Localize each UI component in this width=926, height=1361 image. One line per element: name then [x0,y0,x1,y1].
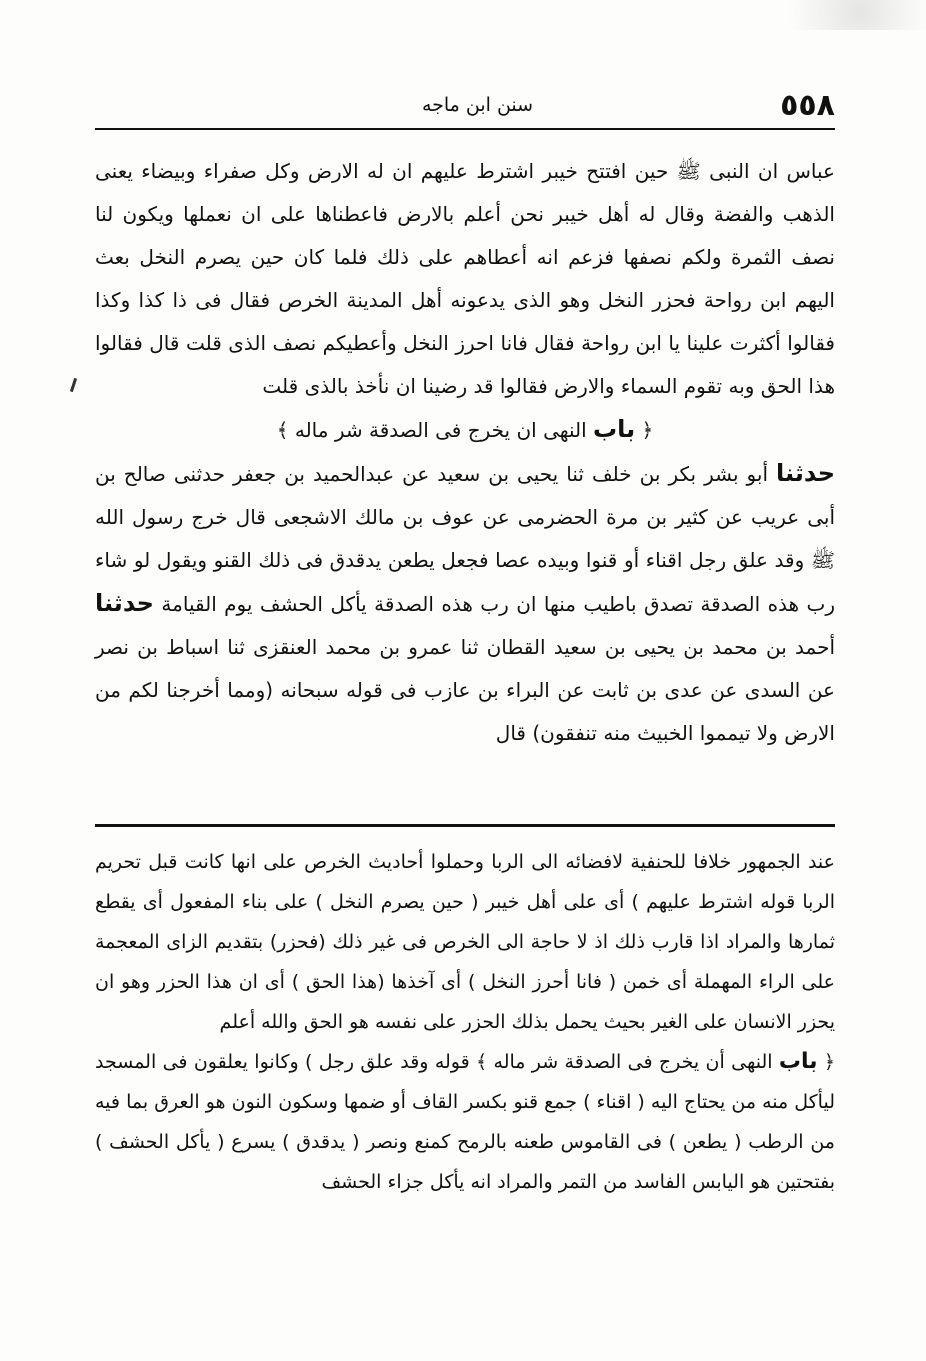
isnad-2: أحمد بن محمد بن یحیی بن سعید القطان ثنا عمرو بن محمد العنقزی ثنا اسباط بن نصر عن السدی عن عدی بن ثابت عن البراء بن عازب فی قوله سبحانه (ومما أخرجنا لکم من الارض ولا تیمموا الخبیث منه تنفقون) قال [95,635,835,745]
footnote-2-text: النهی أن یخرج فی الصدقة شر ماله ﴾ قوله وقد علق رجل ) وکانوا یعلقون فی المسجد لیأکل منه من یحتاج الیه ( اقناء ) جمع قنو بکسر القاف أو ضمها وسکون النون هو العرق بما فیه من الرطب ( یطعن ) فی القاموس طعنه بالرمح کمنع ونصر ( یدقدق ) یسرع ( یأکل الحشف ) بفتحتین هو الیابس الفاسد من التمر والمراد انه یأکل جزاء الحشف [95,1051,835,1193]
hadith-paragraph-2 [95,452,835,755]
footnote-1: عند الجمهور خلافا للحنفیة لافضائه الی الربا وحملوا أحادیث الخرص علی انها کانت قبل تحریم الربا قوله اشترط علیهم ) أی علی أهل خیبر ( حین یصرم النخل ) علی بناء المفعول أی یقطع ثمارها والمراد اذا قارب ذلك اذ لا حاجة الی الخرص فی غیر ذلك (فحزر) بتقدیم الزای المعجمة علی الراء المهملة أی خمن ( فانا أحرز النخل ) أی آخذها (هذا الحق ) أی ان هذا الحزر وهو ان یحزر الانسان علی الغیر بحیث یحمل بذلك الحزر علی نفسه هو الحق والله أعلم [95,851,835,1033]
footnotes [95,842,835,1202]
hadith-paragraph-1: عباس ان النبی ﷺ حین افتتح خیبر اشترط علیهم ان له الارض وکل صفراء وبیضاء یعنی الذهب والفضة وقال له أهل خیبر نحن أعلم بالارض فاعطناها علی ان نعملها ویکون لنا نصف الثمرة ولکم نصفها فزعم انه أعطاهم علی ذلك فلما کان حین یصرم النخل بعث الیهم ابن رواحة فحزر النخل وهو الذی یدعونه أهل المدینة الخرص فقال فی ذا کذا وکذا فقالوا أکثرت علینا یا ابن رواحة فقال فانا احرز النخل وأعطیکم نصف الذی قلت قال فقالوا هذا الحق وبه تقوم السماء والارض فقالوا قد رضینا ان نأخذ بالذی قلت [95,159,835,398]
scan-edge-noise [760,0,926,30]
main-text [95,150,835,755]
footnote-bab-word: باب [778,1049,818,1074]
margin-mark [70,378,77,392]
chapter-heading [95,408,835,452]
running-title: سنن ابن ماجه [421,94,534,116]
page-number: ٥٥٨ [780,88,835,123]
isnad-1: أبو بشر بکر بن خلف ثنا یحیی بن سعید عن عبدالحمید بن جعفر حدثنی صالح بن أبی عریب عن کثیر بن مرة الحضرمی عن عوف بن مالك الاشجعی قال خرج رسول الله ﷺ وقد علق رجل اقناء أو قنوا وبیده عصا فجعل یطعن یدقدق فی ذلك القنو ویقول لو شاء رب هذه الصدقة تصدق باطیب منها ان رب هذه الصدقة یأکل الحشف یوم القیامة [95,462,836,616]
chapter-bracket-close: ﴾ [276,418,289,442]
haddathana-marker-1: حدثنا [776,459,836,487]
footnote-rule [95,824,835,827]
chapter-bab-word: باب [593,415,636,443]
haddathana-marker-2: حدثنا [95,589,154,617]
header-rule [95,128,835,130]
footnote-2 [95,1042,835,1202]
footnote-bracket-open: ﴿ [823,1051,835,1073]
chapter-title: النهی ان یخرج فی الصدقة شر ماله [294,418,587,442]
chapter-bracket-open: ﴿ [641,418,654,442]
page-header [120,86,835,126]
